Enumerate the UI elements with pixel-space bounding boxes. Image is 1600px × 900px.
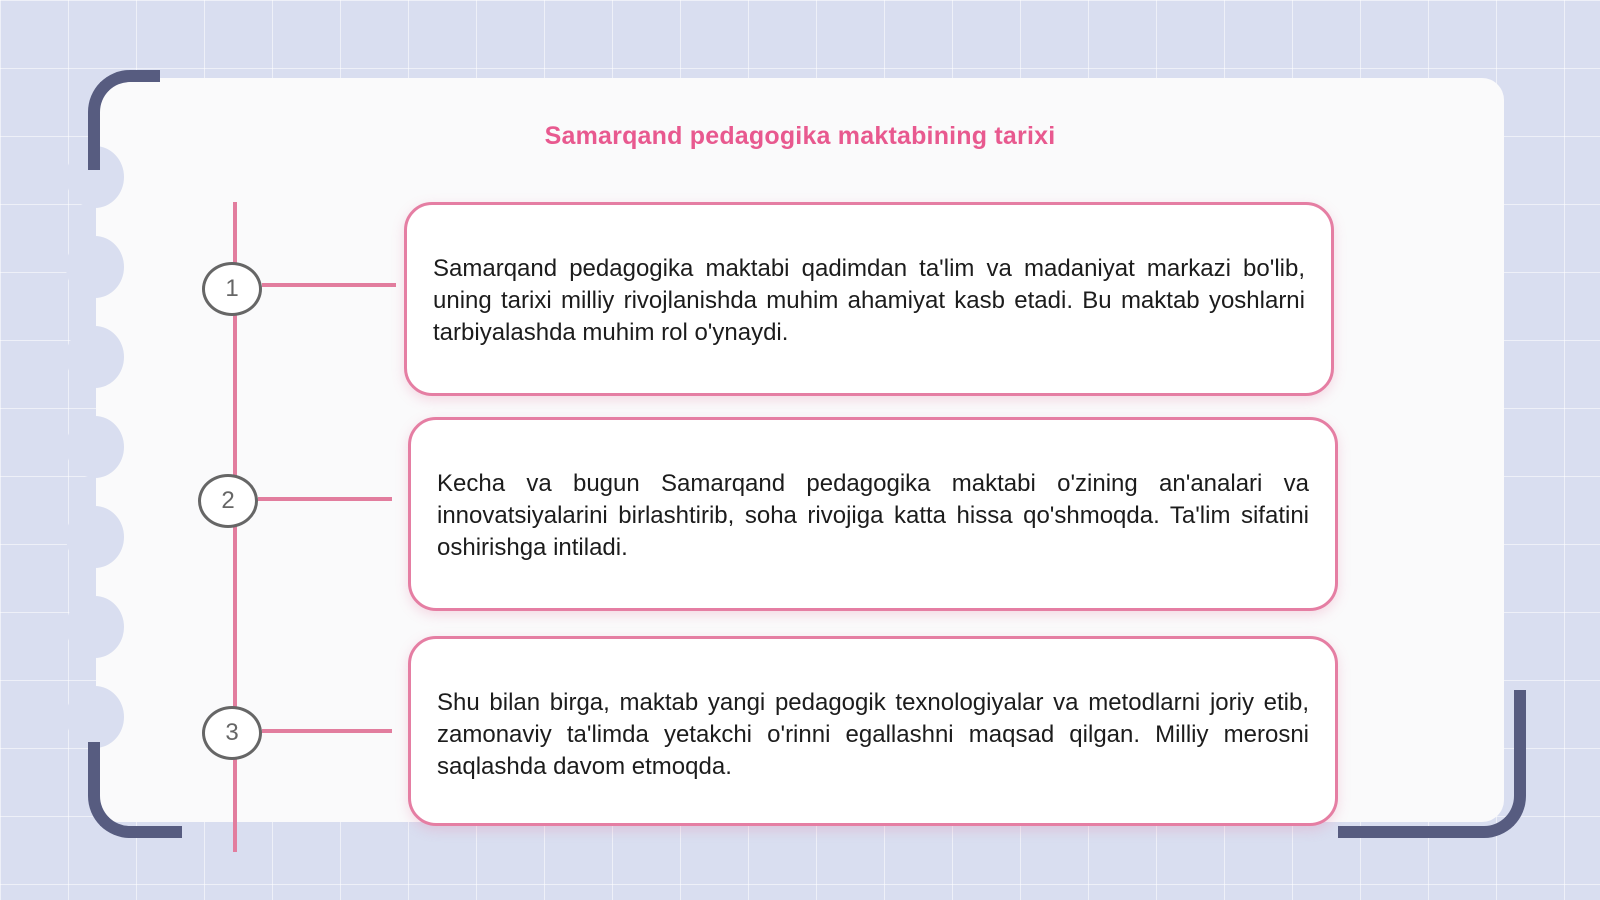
timeline-box-3 [408,636,1338,826]
timeline-node-number: 2 [221,487,235,514]
timeline-node-3 [202,706,262,760]
scallop-decoration [66,506,124,568]
scallop-decoration [66,686,124,748]
timeline-box-text: Kecha va bugun Samarqand pedagogika maktabi o'zining an'analari va innovatsiyalarini birlashtirib, soha rivojiga katta hissa qo'shmoqda. Ta'lim sifatini oshirishga intiladi. [437,470,1309,561]
scallop-decoration [66,326,124,388]
timeline-node-number: 1 [225,275,239,302]
timeline-connector [262,729,392,733]
timeline-connector [262,283,396,287]
timeline-node-number: 3 [225,719,239,746]
timeline-box-1 [404,202,1334,396]
corner-bracket-bottom-right [1338,690,1526,838]
slide-title: Samarqand pedagogika maktabining tarixi [544,122,1056,150]
timeline-node-2 [198,474,258,528]
corner-bracket-bottom-left [88,742,182,838]
scallop-decoration [66,416,124,478]
corner-bracket-top-left [88,70,160,170]
scallop-decoration [66,596,124,658]
timeline-box-text: Shu bilan birga, maktab yangi pedagogik texnologiyalar va metodlarni joriy etib, zamonaviy ta'limda yetakchi o'rinni egallashni maqsad qilgan. Milliy merosni saqlashda davom etmoqda. [437,689,1309,780]
timeline-box-2 [408,417,1338,611]
timeline-node-1 [202,262,262,316]
timeline-box-text: Samarqand pedagogika maktabi qadimdan ta'lim va madaniyat markazi bo'lib, uning tarixi milliy rivojlanishda muhim ahamiyat kasb etadi. Bu maktab yoshlarni tarbiyalashda muhim rol o'ynaydi. [433,255,1305,346]
timeline-connector [258,497,392,501]
scallop-decoration [66,236,124,298]
